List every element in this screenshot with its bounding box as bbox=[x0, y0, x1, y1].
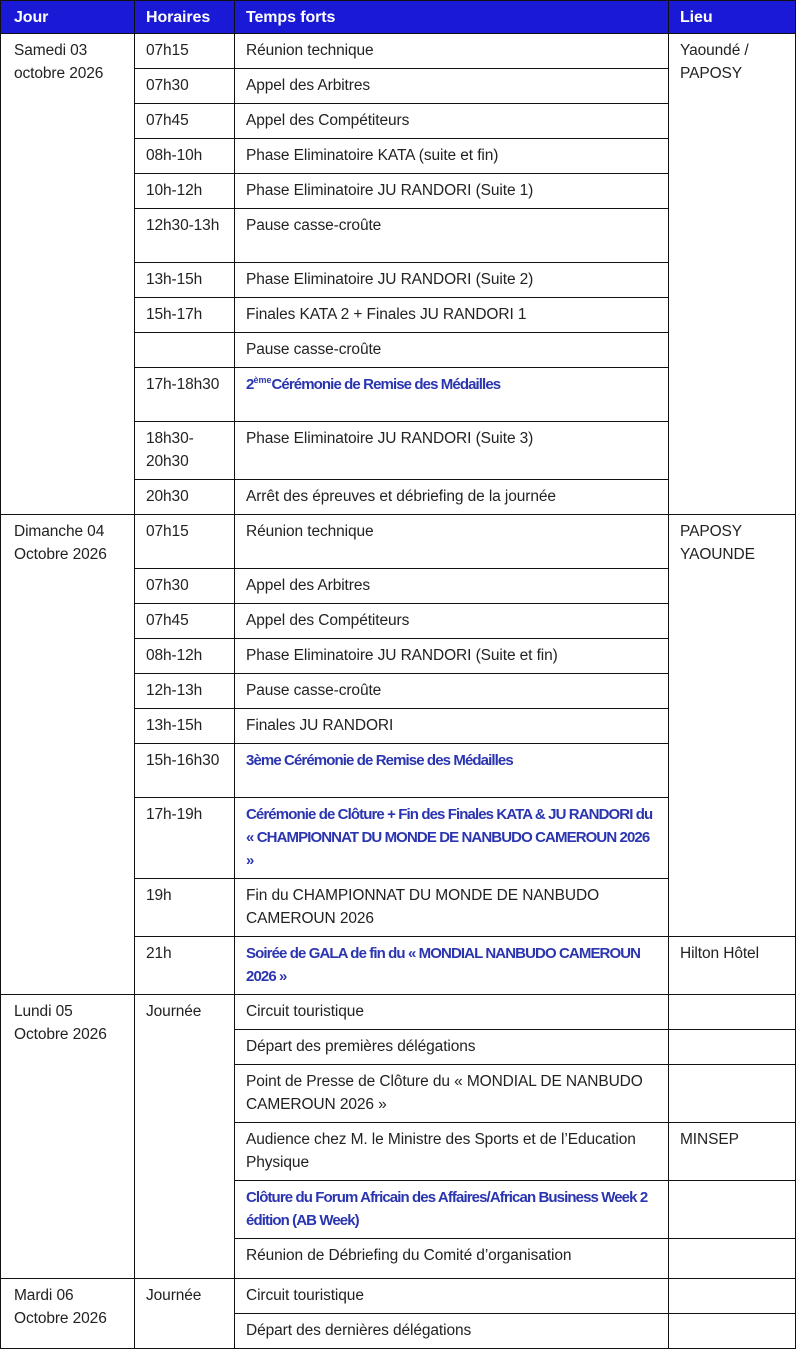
header-place: Lieu bbox=[669, 1, 796, 34]
event-cell: Cérémonie de Clôture + Fin des Finales KATA & JU RANDORI du « CHAMPIONNAT DU MONDE DE NANBUDO CAMEROUN 2026 » bbox=[235, 798, 669, 879]
day-cell: Mardi 06 Octobre 2026 bbox=[1, 1279, 135, 1349]
day-cell: Dimanche 04 Octobre 2026 bbox=[1, 515, 135, 995]
event-cell: Phase Eliminatoire JU RANDORI (Suite et fin) bbox=[235, 639, 669, 674]
place-cell bbox=[669, 1065, 796, 1123]
event-cell: Appel des Arbitres bbox=[235, 69, 669, 104]
header-event: Temps forts bbox=[235, 1, 669, 34]
time-cell: 18h30-20h30 bbox=[135, 422, 235, 480]
event-cell: Phase Eliminatoire JU RANDORI (Suite 3) bbox=[235, 422, 669, 480]
time-cell: 07h30 bbox=[135, 569, 235, 604]
time-cell: 07h15 bbox=[135, 34, 235, 69]
time-cell: 07h45 bbox=[135, 604, 235, 639]
time-cell: Journée bbox=[135, 995, 235, 1279]
event-cell: Pause casse-croûte bbox=[235, 674, 669, 709]
place-cell: Hilton Hôtel bbox=[669, 937, 796, 995]
event-cell: Appel des Compétiteurs bbox=[235, 604, 669, 639]
header-day: Jour bbox=[1, 1, 135, 34]
event-cell: Circuit touristique bbox=[235, 1279, 669, 1314]
event-cell: Arrêt des épreuves et débriefing de la journée bbox=[235, 480, 669, 515]
place-cell bbox=[669, 1314, 796, 1349]
event-cell: Réunion de Débriefing du Comité d’organisation bbox=[235, 1239, 669, 1279]
place-cell: Yaoundé / PAPOSY bbox=[669, 34, 796, 515]
time-cell: 15h-17h bbox=[135, 298, 235, 333]
time-cell: 13h-15h bbox=[135, 263, 235, 298]
time-cell: 08h-12h bbox=[135, 639, 235, 674]
time-cell: 12h-13h bbox=[135, 674, 235, 709]
place-cell: MINSEP bbox=[669, 1123, 796, 1181]
event-cell: Point de Presse de Clôture du « MONDIAL DE NANBUDO CAMEROUN 2026 » bbox=[235, 1065, 669, 1123]
event-cell: 3ème Cérémonie de Remise des Médailles bbox=[235, 744, 669, 798]
ordinal-suffix: ème bbox=[253, 375, 272, 385]
event-cell: Fin du CHAMPIONNAT DU MONDE DE NANBUDO CAMEROUN 2026 bbox=[235, 879, 669, 937]
time-cell: 12h30-13h bbox=[135, 209, 235, 263]
table-row bbox=[1, 34, 796, 69]
table-row bbox=[1, 1279, 796, 1314]
place-cell bbox=[669, 1239, 796, 1279]
place-cell bbox=[669, 1030, 796, 1065]
table-row bbox=[1, 995, 796, 1030]
event-cell: Phase Eliminatoire JU RANDORI (Suite 2) bbox=[235, 263, 669, 298]
time-cell: 08h-10h bbox=[135, 139, 235, 174]
time-cell: 07h30 bbox=[135, 69, 235, 104]
time-cell: 07h15 bbox=[135, 515, 235, 569]
time-cell: 10h-12h bbox=[135, 174, 235, 209]
time-cell: 17h-19h bbox=[135, 798, 235, 879]
time-cell: 15h-16h30 bbox=[135, 744, 235, 798]
event-cell: Circuit touristique bbox=[235, 995, 669, 1030]
time-cell: 17h-18h30 bbox=[135, 368, 235, 422]
ordinal-number: 2 bbox=[246, 376, 254, 393]
event-cell: Pause casse-croûte bbox=[235, 209, 669, 263]
place-cell bbox=[669, 1181, 796, 1239]
time-cell: Journée bbox=[135, 1279, 235, 1349]
event-cell: Audience chez M. le Ministre des Sports et de l’Education Physique bbox=[235, 1123, 669, 1181]
event-cell: Soirée de GALA de fin du « MONDIAL NANBUDO CAMEROUN 2026 » bbox=[235, 937, 669, 995]
time-cell: 20h30 bbox=[135, 480, 235, 515]
event-cell: Finales JU RANDORI bbox=[235, 709, 669, 744]
event-cell bbox=[235, 368, 669, 422]
time-cell: 07h45 bbox=[135, 104, 235, 139]
place-cell bbox=[669, 1279, 796, 1314]
event-cell: Finales KATA 2 + Finales JU RANDORI 1 bbox=[235, 298, 669, 333]
day-cell: Samedi 03 octobre 2026 bbox=[1, 34, 135, 515]
event-cell: Appel des Compétiteurs bbox=[235, 104, 669, 139]
table-row bbox=[1, 515, 796, 569]
event-cell: Phase Eliminatoire JU RANDORI (Suite 1) bbox=[235, 174, 669, 209]
event-cell: Pause casse-croûte bbox=[235, 333, 669, 368]
event-cell: Réunion technique bbox=[235, 515, 669, 569]
place-cell bbox=[669, 995, 796, 1030]
time-cell: 19h bbox=[135, 879, 235, 937]
event-cell: Phase Eliminatoire KATA (suite et fin) bbox=[235, 139, 669, 174]
event-cell: Départ des dernières délégations bbox=[235, 1314, 669, 1349]
place-cell: PAPOSY YAOUNDE bbox=[669, 515, 796, 937]
time-cell: 13h-15h bbox=[135, 709, 235, 744]
event-cell: Appel des Arbitres bbox=[235, 569, 669, 604]
day-cell: Lundi 05 Octobre 2026 bbox=[1, 995, 135, 1279]
time-cell: 21h bbox=[135, 937, 235, 995]
time-cell bbox=[135, 333, 235, 368]
header-row bbox=[1, 1, 796, 34]
event-cell: Clôture du Forum Africain des Affaires/African Business Week 2 édition (AB Week) bbox=[235, 1181, 669, 1239]
event-cell: Réunion technique bbox=[235, 34, 669, 69]
event-cell: Départ des premières délégations bbox=[235, 1030, 669, 1065]
header-time: Horaires bbox=[135, 1, 235, 34]
event-text: Cérémonie de Remise des Médailles bbox=[271, 376, 501, 393]
